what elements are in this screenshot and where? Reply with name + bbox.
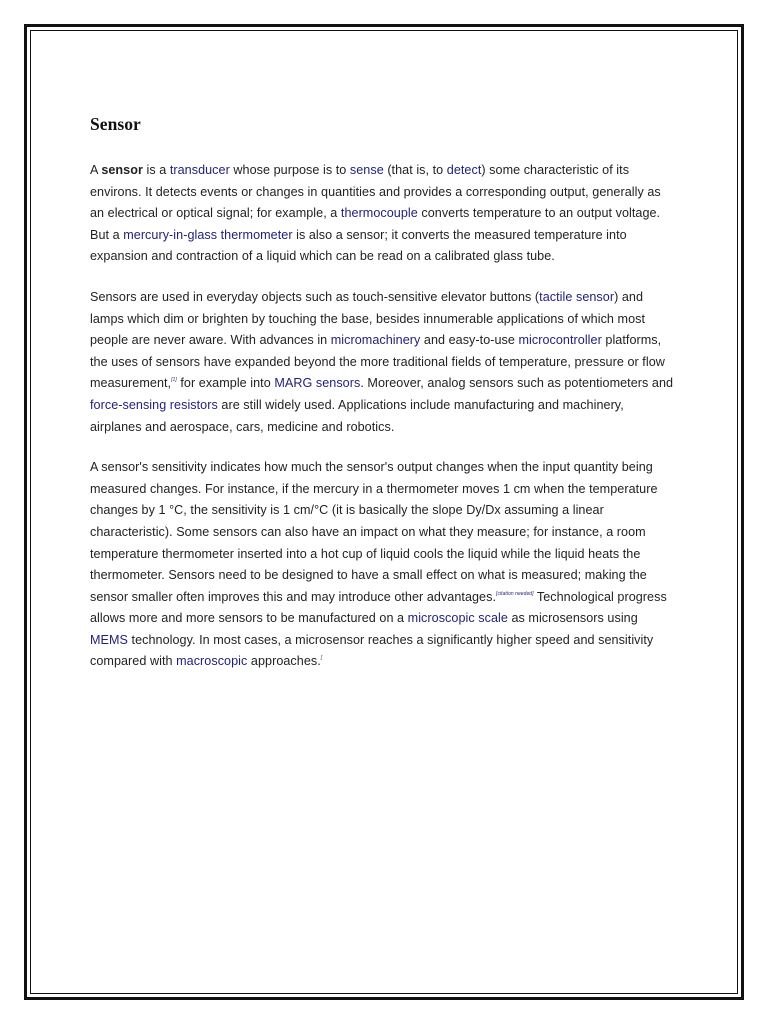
link-micromachinery[interactable]: micromachinery xyxy=(330,333,421,348)
bold-term-sensor: sensor xyxy=(101,163,143,177)
paragraph-2 xyxy=(90,287,676,438)
link-sense[interactable]: sense xyxy=(349,163,384,177)
paragraph-3 xyxy=(90,457,676,673)
link-transducer[interactable]: transducer xyxy=(169,163,230,177)
link-mems[interactable]: MEMS xyxy=(90,632,128,647)
link-thermocouple[interactable]: thermocouple xyxy=(340,206,418,221)
text-run: A xyxy=(90,163,102,177)
citation-1[interactable]: [1] xyxy=(171,377,177,384)
link-microscopic-scale[interactable]: microscopic scale xyxy=(407,611,508,626)
text-run: is also a sensor; it converts the measured temperature into expansion and contraction of a liquid which can be read on a calibrated glass tube. xyxy=(90,227,627,264)
text-run: Technological progress allows more and more sensors to be manufactured on a xyxy=(90,589,667,626)
text-run: . Moreover, analog sensors such as potentiometers and xyxy=(360,376,674,391)
text-run: platforms, the uses of sensors have expanded beyond the more traditional fields of temperature, pressure or flow measurement, xyxy=(90,333,665,391)
link-microcontroller[interactable]: microcontroller xyxy=(518,333,602,348)
link-marg-sensors[interactable]: MARG sensors xyxy=(274,376,361,391)
text-run: approaches. xyxy=(247,654,321,669)
link-force-sensing-resistors[interactable]: force-sensing resistors xyxy=(90,397,218,412)
text-run: Sensors are used in everyday objects such as touch-sensitive elevator buttons ( xyxy=(90,289,540,304)
text-run: whose purpose is to xyxy=(229,163,350,177)
citation-needed[interactable]: [citation needed] xyxy=(496,590,534,597)
text-run: as microsensors using xyxy=(507,611,638,626)
text-run: for example into xyxy=(176,376,275,391)
article-content xyxy=(90,112,676,692)
article-title: Sensor xyxy=(90,114,141,134)
link-mercury-in-glass-thermometer[interactable]: mercury-in-glass thermometer xyxy=(123,227,293,242)
text-run: ) some characteristic of its environs. It detects events or changes in quantities and provides a corresponding output, generally as an electrical or optical signal; for example, a xyxy=(90,163,661,221)
text-run: (that is, to xyxy=(383,163,447,177)
text-run: and easy-to-use xyxy=(420,333,519,348)
citation-fragment[interactable]: [ xyxy=(320,655,323,662)
link-tactile-sensor[interactable]: tactile sensor xyxy=(539,289,615,304)
text-run: converts temperature to an output voltage. But a xyxy=(90,206,661,242)
text-run: A sensor's sensitivity indicates how much the sensor's output changes when the input quantity being measured changes. For instance, if the mercury in a thermometer moves 1 cm when the temperature changes by 1 °C, the sensitivity is 1 cm/°C (it is basically the slope Dy/Dx assuming a linear characteristic). Some sensors can also have an impact on what they measure; for instance, a room temperature thermometer inserted into a hot cup of liquid cools the liquid while the liquid heats the thermometer. Sensors need to be designed to have a small effect on what is measured; making the sensor smaller often improves this and may introduce other advantages. xyxy=(90,460,658,604)
link-macroscopic[interactable]: macroscopic xyxy=(176,654,248,669)
text-run: ) and lamps which dim or brighten by touching the base, besides innumerable applications of which most people are never aware. With advances in xyxy=(90,289,646,348)
paragraph-1 xyxy=(90,160,676,268)
link-detect[interactable]: detect xyxy=(446,163,482,177)
text-run: is a xyxy=(142,163,170,177)
text-run: are still widely used. Applications include manufacturing and machinery, airplanes and aerospace, cars, medicine and robotics. xyxy=(90,397,624,434)
text-run: technology. In most cases, a microsensor reaches a significantly higher speed and sensitivity compared with xyxy=(90,632,654,669)
